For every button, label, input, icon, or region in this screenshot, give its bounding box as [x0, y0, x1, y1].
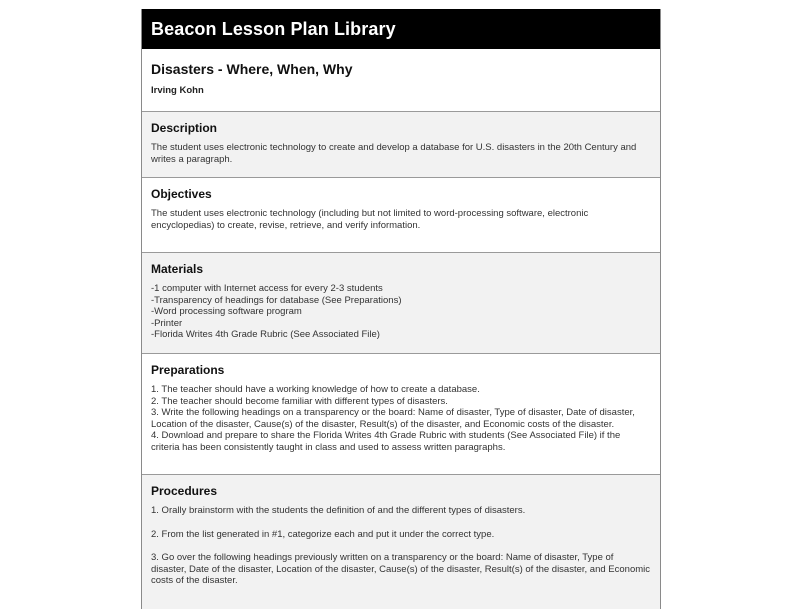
lesson-title: Disasters - Where, When, Why	[151, 61, 353, 77]
lesson-plan-page	[141, 9, 661, 609]
materials-section	[142, 253, 660, 354]
site-banner	[142, 9, 660, 49]
procedures-item: 3. Go over the following headings previously written on a transparency or the board: Name of disaster, Type of disaster, Date of the disaster, Location of the disaster, Cause(s) of the disaster, Result(s) of the disaster, and Economic costs of the disaster.	[151, 552, 651, 586]
objectives-section	[142, 178, 660, 253]
lesson-title-block	[142, 49, 660, 112]
preparations-heading: Preparations	[151, 363, 225, 377]
objectives-text: The student uses electronic technology (including but not limited to word-processing software, electronic encyclopedias) to create, revise, retrieve, and verify information.	[151, 208, 589, 231]
materials-item: -Printer	[151, 317, 183, 329]
procedures-item: 2. From the list generated in #1, categorize each and put it under the correct type.	[151, 528, 495, 540]
materials-item: -Florida Writes 4th Grade Rubric (See Associated File)	[151, 329, 380, 340]
procedures-heading: Procedures	[151, 484, 218, 498]
materials-item: -Transparency of headings for database (See Preparations)	[151, 294, 402, 306]
procedures-item: 1. Orally brainstorm with the students the definition of and the different types of disasters.	[151, 505, 526, 516]
preparations-section	[142, 354, 660, 475]
lesson-author: Irving Kohn	[151, 85, 204, 96]
materials-item: -1 computer with Internet access for every 2-3 students	[151, 283, 383, 294]
procedures-section	[142, 475, 660, 609]
preparations-item: 4. Download and prepare to share the Florida Writes 4th Grade Rubric with students (See Associated File) if the criteria has been consistently taught in class and used to assess written paragraphs.	[151, 430, 621, 453]
preparations-item: 3. Write the following headings on a transparency or the board: Name of disaster, Type of disaster, Date of disaster, Location of the disaster, Cause(s) of the disaster, Result(s) of the disaster, and Economic costs of the disaster.	[151, 407, 635, 430]
description-text: The student uses electronic technology to create and develop a database for U.S. disasters in the 20th Century and writes a paragraph.	[151, 142, 637, 165]
objectives-heading: Objectives	[151, 187, 212, 201]
preparations-item: 1. The teacher should have a working knowledge of how to create a database.	[151, 384, 480, 395]
description-heading: Description	[151, 121, 218, 135]
materials-item: -Word processing software program	[151, 306, 302, 317]
description-section	[142, 112, 660, 178]
preparations-item: 2. The teacher should become familiar with different types of disasters.	[151, 395, 448, 407]
materials-heading: Materials	[151, 262, 204, 276]
site-title: Beacon Lesson Plan Library	[151, 18, 396, 39]
